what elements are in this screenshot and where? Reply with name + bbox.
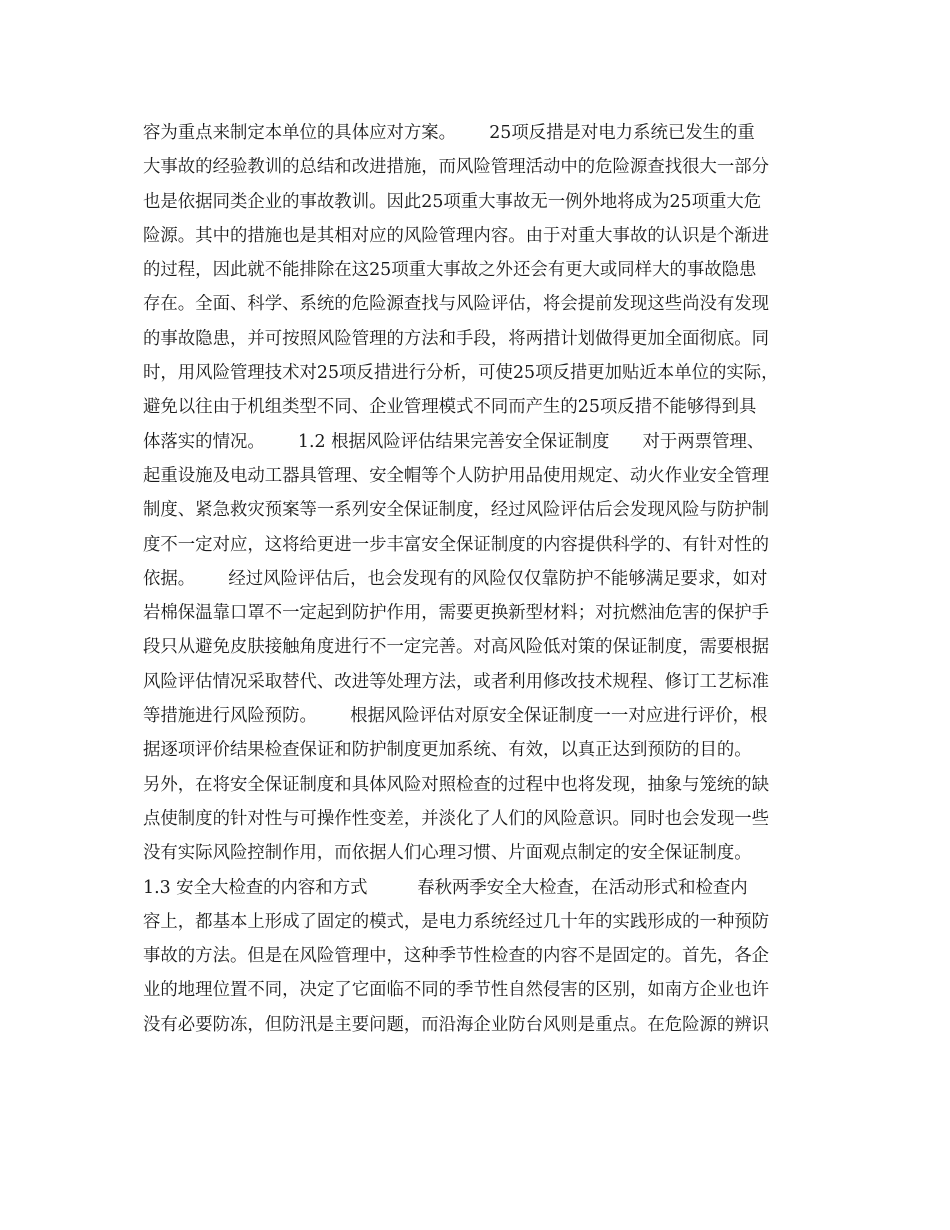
text-line: 度不一定对应，这将给更进一步丰富安全保证制度的内容提供科学的、有针对性的 [143, 534, 770, 555]
text-line: 的过程，因此就不能排除在这25项重大事故之外还会有更大或同样大的事故隐患 [143, 260, 757, 281]
text-line: 业的地理位置不同，决定了它面临不同的季节性自然侵害的区别，如南方企业也许 [143, 980, 770, 1001]
text-line: 风险评估情况采取替代、改进等处理方法，或者利用修改技术规程、修订工艺标准 [143, 671, 770, 692]
text-line: 容上，都基本上形成了固定的模式，是电力系统经过几十年的实践形成的一种预防 [143, 911, 770, 932]
text-line: 险源。其中的措施也是其相对应的风险管理内容。由于对重大事故的认识是个渐进 [143, 225, 770, 246]
body-text [143, 116, 843, 1042]
text-line: 事故的方法。但是在风险管理中，这种季节性检查的内容不是固定的。首先，各企 [143, 946, 770, 967]
text-line: 依据。 经过风险评估后，也会发现有的风险仅仅靠防护不能够满足要求，如对 [143, 568, 768, 589]
text-line: 时，用风险管理技术对25项反措进行分析，可使25项反措更加贴近本单位的实际， [143, 363, 779, 384]
text-line: 体落实的情况。 1.2 根据风险评估结果完善安全保证制度 对于两票管理、 [143, 431, 765, 452]
text-line: 容为重点来制定本单位的具体应对方案。 25项反措是对电力系统已发生的重 [143, 123, 755, 143]
text-line: 大事故的经验教训的总结和改进措施，而风险管理活动中的危险源查找很大一部分 [143, 157, 770, 178]
text-line: 存在。全面、科学、系统的危险源查找与风险评估，将会提前发现这些尚没有发现 [143, 294, 770, 315]
text-line: 点使制度的针对性与可操作性变差，并淡化了人们的风险意识。同时也会发现一些 [143, 808, 770, 829]
text-line: 段只从避免皮肤接触角度进行不一定完善。对高风险低对策的保证制度，需要根据 [143, 637, 770, 658]
text-line: 也是依据同类企业的事故教训。因此25项重大事故无一例外地将成为25项重大危 [143, 191, 762, 212]
text-line: 的事故隐患，并可按照风险管理的方法和手段，将两措计划做得更加全面彻底。同 [143, 328, 770, 349]
text-line: 避免以往由于机组类型不同、企业管理模式不同而产生的25项反措不能够得到具 [143, 397, 757, 418]
text-line: 岩棉保温靠口罩不一定起到防护作用，需要更换新型材料；对抗燃油危害的保护手 [143, 603, 770, 624]
text-line: 据逐项评价结果检查保证和防护制度更加系统、有效，以真正达到预防的目的。 [143, 740, 752, 761]
text-line: 制度、紧急救灾预案等一系列安全保证制度，经过风险评估后会发现风险与防护制 [143, 500, 770, 521]
text-line: 没有必要防冻，但防汛是主要问题，而沿海企业防台风则是重点。在危险源的辨识 [143, 1014, 770, 1035]
text-line: 1.3 安全大检查的内容和方式 春秋两季安全大检查，在活动形式和检查内 [143, 877, 748, 898]
text-line: 起重设施及电动工器具管理、安全帽等个人防护用品使用规定、动火作业安全管理 [143, 465, 770, 486]
text-line: 等措施进行风险预防。 根据风险评估对原安全保证制度一一对应进行评价，根 [143, 706, 768, 727]
text-line: 另外，在将安全保证制度和具体风险对照检查的过程中也将发现，抽象与笼统的缺 [143, 774, 770, 795]
text-line: 没有实际风险控制作用，而依据人们心理习惯、片面观点制定的安全保证制度。 [143, 843, 752, 864]
